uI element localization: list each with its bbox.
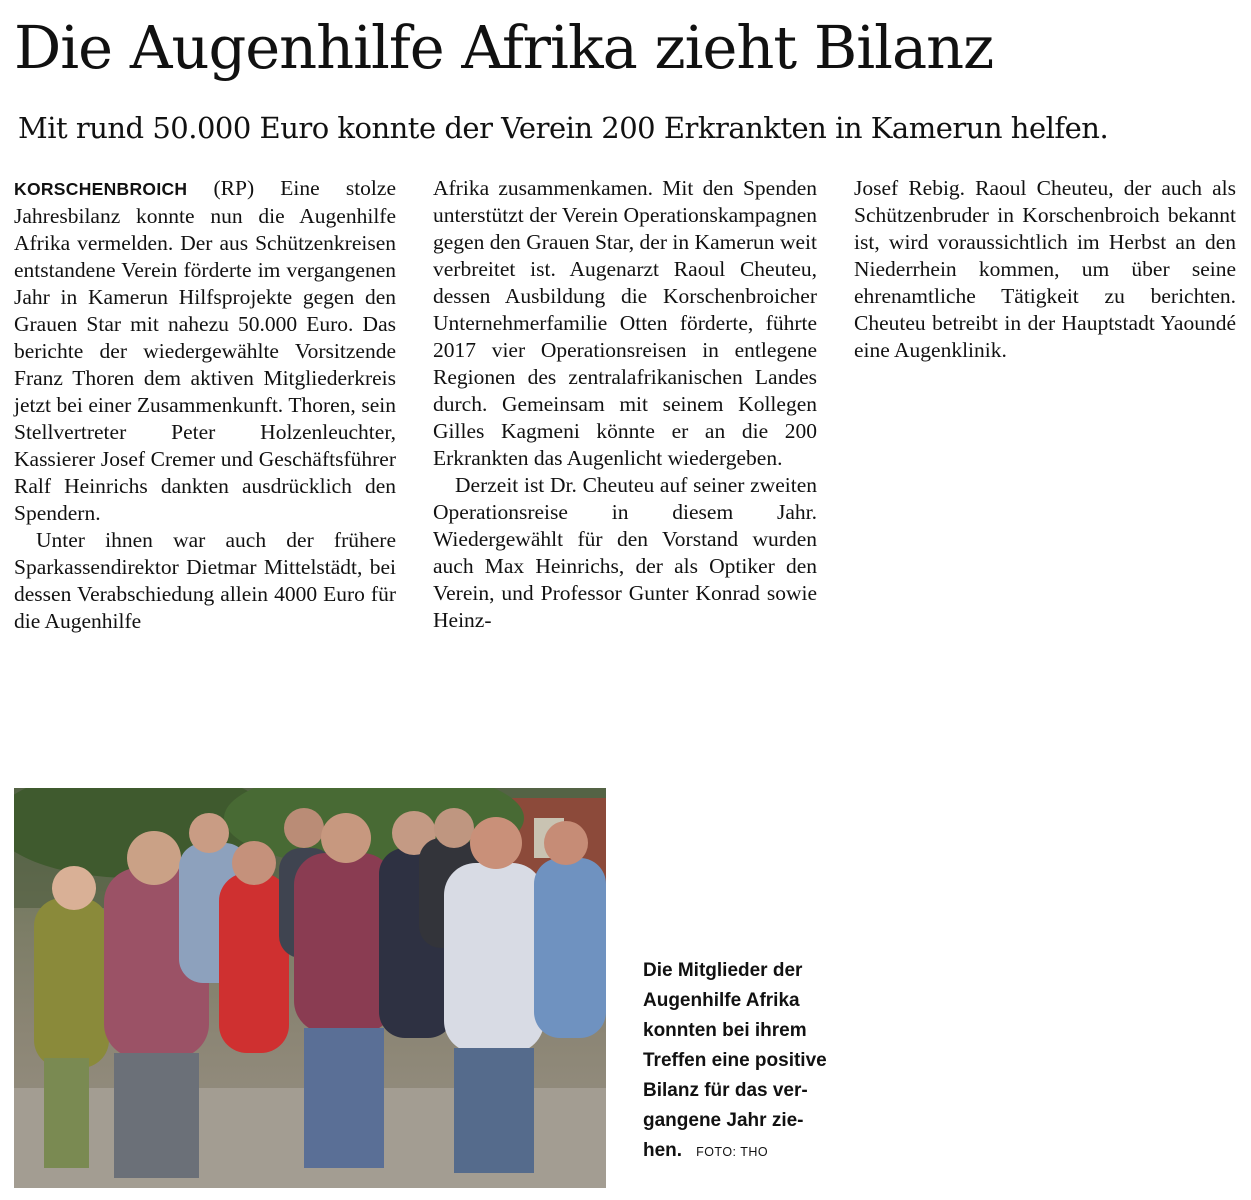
paragraph-1-text: Eine stolze Jahresbilanz konnte nun die Augenhilfe Afrika vermelden. Der aus Schützenkreisen entstandene Verein förderte im vergangenen Jahr in Kamerun Hilfsprojekte gegen den Grauen Star mit nahezu 50.000 Euro. Das berichte der wiedergewählte Vorsitzende Franz Thoren dem aktiven Mitgliederkreis jetzt bei einer Zusammenkunft. Thoren, sein Stellvertreter Peter Holzenleuchter, Kassierer Josef Cremer und Geschäftsführer Ralf Heinrichs dankten ausdrücklich den Spendern.: [14, 176, 396, 525]
paragraph-1: [14, 175, 396, 527]
dateline: KORSCHENBROICH: [14, 179, 188, 199]
headline: Die Augenhilfe Afrika zieht Bilanz: [14, 13, 994, 82]
group-photo: [14, 788, 606, 1188]
photo-caption-text: Die Mitglieder der Augenhilfe Afrika konnten bei ihrem Treffen eine positive Bilanz für das vergangene Jahr ziehen.: [643, 960, 827, 1161]
article-column-3: [854, 175, 1236, 364]
photo-caption: [643, 956, 833, 1167]
photo-credit: FOTO: THO: [696, 1145, 769, 1159]
article-column-1: [14, 175, 396, 635]
paragraph-2: Unter ihnen war auch der frühere Sparkassendirektor Dietmar Mittelstädt, bei dessen Verabschiedung allein 4000 Euro für die Augenhilfe: [14, 528, 396, 633]
group-photo-illustration: [14, 788, 606, 1188]
article-column-2: [433, 175, 817, 634]
paragraph-2-continued: Afrika zusammenkamen. Mit den Spenden unterstützt der Verein Operationskampagnen gegen den Grauen Star, der in Kamerun weit verbreitet ist. Augenarzt Raoul Cheuteu, dessen Ausbildung die Korschenbroicher Unternehmerfamilie Otten förderte, führte 2017 vier Operationsreisen in entlegene Regionen des zentralafrikanischen Landes durch. Gemeinsam mit seinem Kollegen Gilles Kagmeni könnte er an die 200 Erkrankten das Augenlicht wiedergeben.: [433, 176, 817, 470]
paragraph-3-continued: Josef Rebig. Raoul Cheuteu, der auch als Schützenbruder in Korschenbroich bekannt ist, wird voraussichtlich im Herbst an den Niederrhein kommen, um über seine ehrenamtliche Tätigkeit zu berichten. Cheuteu betreibt in der Hauptstadt Yaoundé eine Augenklinik.: [854, 176, 1236, 362]
subheadline: Mit rund 50.000 Euro konnte der Verein 200 Erkrankten in Kamerun helfen.: [18, 111, 1109, 145]
source-tag: (RP): [187, 176, 255, 200]
paragraph-3: Derzeit ist Dr. Cheuteu auf seiner zweiten Operationsreise in diesem Jahr. Wiedergewählt für den Vorstand wurden auch Max Heinrichs, der als Optiker den Verein, und Professor Gunter Konrad sowie Heinz-: [433, 473, 817, 632]
